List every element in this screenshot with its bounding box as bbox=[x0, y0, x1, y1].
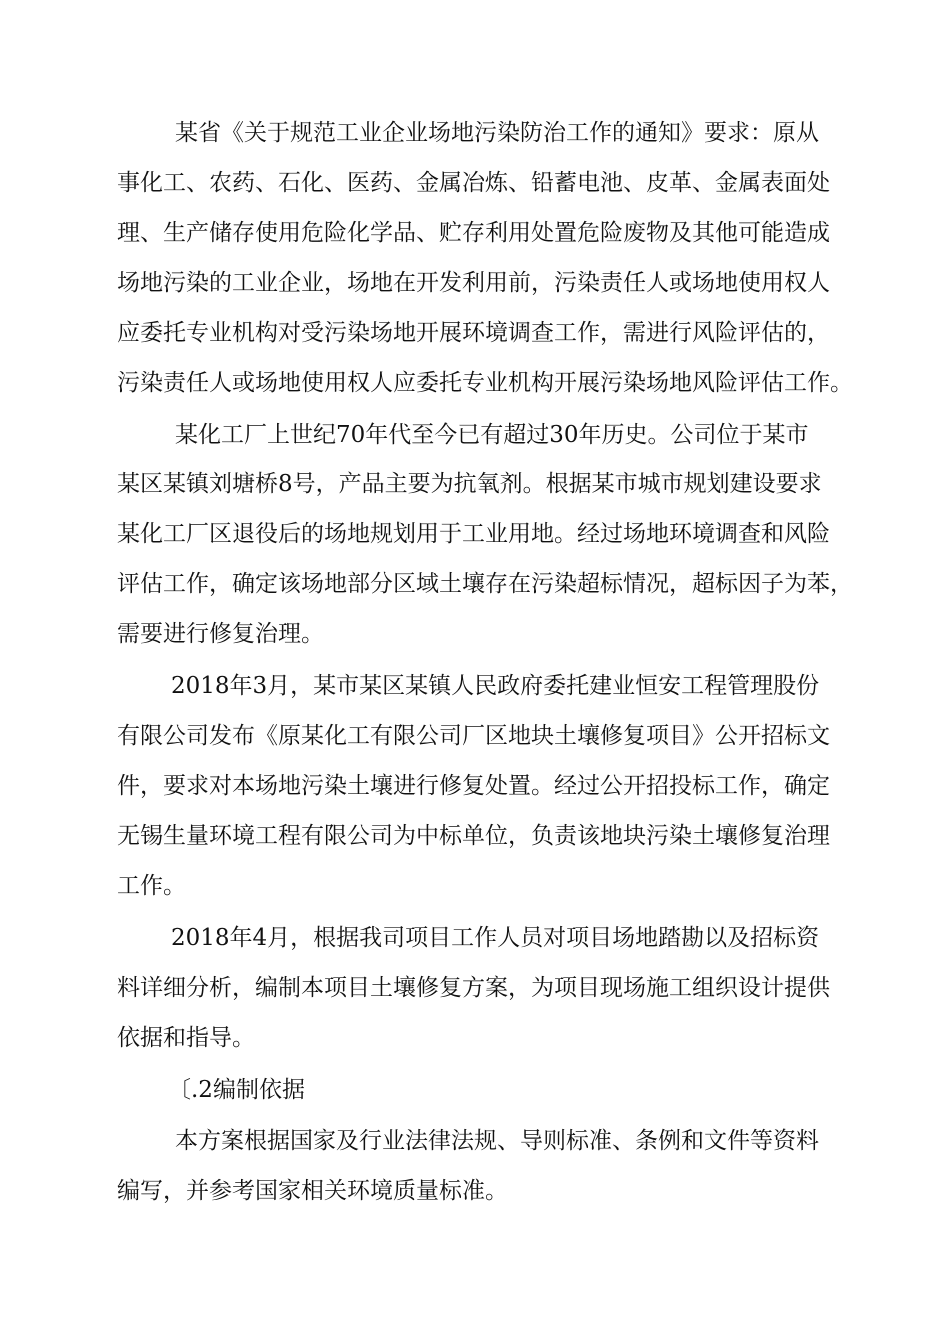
paragraph-2-line-1: 某化工厂上世纪70年代至今已有超过30年历史。公司位于某市 bbox=[175, 422, 809, 448]
paragraph-1-line-1: 某省《关于规范工业企业场地污染防治工作的通知》要求：原从 bbox=[175, 120, 819, 146]
paragraph-2-line-3: 某化工厂区退役后的场地规划用于工业用地。经过场地环境调查和风险 bbox=[117, 521, 830, 547]
paragraph-3-line-3: 件，要求对本场地污染土壤进行修复处置。经过公开招投标工作，确定 bbox=[117, 773, 830, 799]
paragraph-3-line-1: 2018年3月，某市某区某镇人民政府委托建业恒安工程管理股份 bbox=[171, 673, 820, 699]
paragraph-3-line-4: 无锡生量环境工程有限公司为中标单位，负责该地块污染土壤修复治理 bbox=[117, 823, 830, 849]
paragraph-3-line-2: 有限公司发布《原某化工有限公司厂区地块土壤修复项目》公开招标文 bbox=[117, 723, 830, 749]
paragraph-4-line-3: 依据和指导。 bbox=[117, 1025, 255, 1051]
section-heading: 〔.2编制依据 bbox=[168, 1077, 305, 1103]
paragraph-4-line-2: 料详细分析，编制本项目土壤修复方案，为项目现场施工组织设计提供 bbox=[117, 975, 830, 1001]
paragraph-2-line-2: 某区某镇刘塘桥8号，产品主要为抗氧剂。根据某市城市规划建设要求 bbox=[117, 471, 822, 497]
paragraph-1-line-4: 场地污染的工业企业，场地在开发利用前，污染责任人或场地使用权人 bbox=[117, 270, 830, 296]
paragraph-2-line-5: 需要进行修复治理。 bbox=[117, 621, 324, 647]
paragraph-1-line-6: 污染责任人或场地使用权人应委托专业机构开展污染场地风险评估工作。 bbox=[117, 370, 853, 396]
paragraph-1-line-5: 应委托专业机构对受污染场地开展环境调查工作，需进行风险评估的， bbox=[117, 320, 830, 346]
paragraph-2-line-4: 评估工作，确定该场地部分区域土壤存在污染超标情况，超标因子为苯， bbox=[117, 571, 853, 597]
paragraph-5-line-1: 本方案根据国家及行业法律法规、导则标准、条例和文件等资料 bbox=[175, 1128, 819, 1154]
paragraph-1-line-3: 理、生产储存使用危险化学品、贮存利用处置危险废物及其他可能造成 bbox=[117, 220, 830, 246]
paragraph-4-line-1: 2018年4月，根据我司项目工作人员对项目场地踏勘以及招标资 bbox=[171, 925, 820, 951]
paragraph-1-line-2: 事化工、农药、石化、医药、金属冶炼、铅蓄电池、皮革、金属表面处 bbox=[117, 170, 830, 196]
paragraph-3-line-5: 工作。 bbox=[117, 873, 186, 899]
paragraph-5-line-2: 编写，并参考国家相关环境质量标准。 bbox=[117, 1178, 508, 1204]
